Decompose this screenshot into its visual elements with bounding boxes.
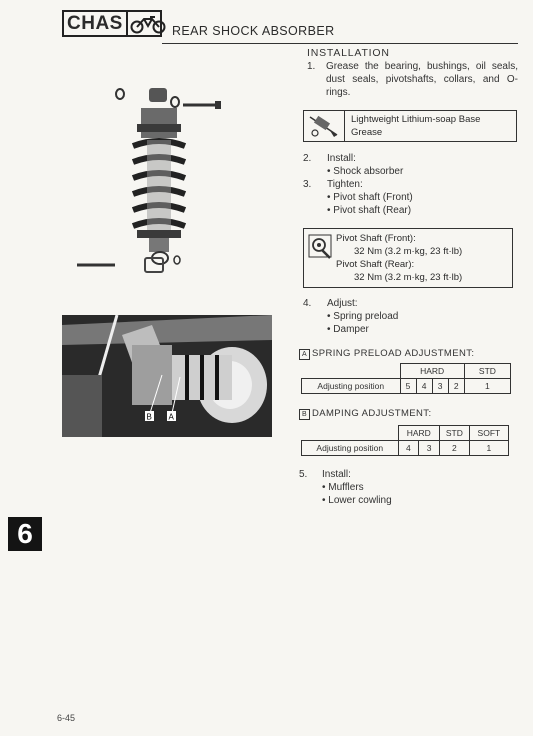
torque-front-label: Pivot Shaft (Front): [336,233,416,244]
step-3-number: 3. [303,179,312,190]
spring-preload-position: 2 [448,379,464,394]
step-1-number: 1. [307,61,316,72]
spring-preload-row-label: Adjusting position [302,379,401,394]
step-1-text: Grease the bearing, bushings, oil seals, dust seals, pivotshafts, collars, and O-rings. [326,61,518,98]
spring-preload-std-header: STD [464,364,510,379]
photo-label-b: B [146,412,152,422]
step-5-item-2: • Lower cowling [322,495,392,506]
step-4-item-2: • Damper [327,324,369,335]
step-3-item-2-text: Pivot shaft (Rear) [333,205,412,216]
damping-title-text: DAMPING ADJUSTMENT: [312,408,432,419]
page-title: REAR SHOCK ABSORBER [172,24,335,38]
step-2-number: 2. [303,153,312,164]
damping-position: 3 [419,441,440,456]
damping-position: 4 [398,441,419,456]
step-4-item-1: • Spring preload [327,311,399,322]
damping-letter: B [299,409,310,420]
damping-row-label: Adjusting position [302,441,399,456]
motorcycle-icon [128,12,168,35]
section-badge [62,10,162,37]
torque-wrench-icon [304,229,336,287]
grease-spec-box [303,110,517,142]
section-code: CHAS [64,12,128,35]
step-5-number: 5. [299,469,308,480]
step-2-label: Install: [327,153,356,164]
step-5-item-1-text: Mufflers [328,482,364,493]
damping-position: 1 [469,441,508,456]
chapter-tab: 6 [8,517,42,551]
step-3-item-1: • Pivot shaft (Front) [327,192,413,203]
step-2-item: • Shock absorber [327,166,404,177]
step-3-item-1-text: Pivot shaft (Front) [333,192,413,203]
page-number: 6-45 [57,713,76,723]
step-5-label: Install: [322,469,351,480]
torque-spec-box [303,228,513,288]
damping-position: 2 [440,441,470,456]
spring-preload-hard-header: HARD [400,364,464,379]
spring-preload-position: 4 [416,379,432,394]
step-4-item-2-text: Damper [333,324,369,335]
spring-preload-title [299,347,474,360]
grease-gun-icon [304,111,345,141]
torque-front-value: 32 Nm (3.2 m·kg, 23 ft·lb) [354,246,463,257]
step-3-item-2: • Pivot shaft (Rear) [327,205,412,216]
installation-title: INSTALLATION [307,47,390,59]
step-5-item-1: • Mufflers [322,482,364,493]
spring-preload-position: 3 [432,379,448,394]
spring-preload-position: 1 [464,379,510,394]
damping-table [301,425,509,456]
step-4-item-1-text: Spring preload [333,311,399,322]
step-5-item-2-text: Lower cowling [328,495,392,506]
spring-preload-letter: A [299,349,310,360]
installed-shock-photo [62,315,272,437]
shock-absorber-illustration [75,80,235,280]
spring-preload-table [301,363,511,394]
damping-std-header: STD [440,426,470,441]
header-rule [162,43,518,44]
step-4-label: Adjust: [327,298,358,309]
step-3-label: Tighten: [327,179,363,190]
photo-label-a: A [168,412,174,422]
spring-preload-title-text: SPRING PRELOAD ADJUSTMENT: [312,348,475,359]
damping-hard-header: HARD [398,426,440,441]
damping-soft-header: SOFT [469,426,508,441]
damping-title [299,407,432,420]
step-4-number: 4. [303,298,312,309]
step-2-item-text: Shock absorber [333,166,404,177]
grease-spec-line-2: Grease [351,126,383,138]
torque-rear-value: 32 Nm (3.2 m·kg, 23 ft·lb) [354,272,463,283]
spring-preload-position: 5 [400,379,416,394]
grease-spec-line-1: Lightweight Lithium-soap Base [351,114,481,125]
torque-rear-label: Pivot Shaft (Rear): [336,259,415,270]
